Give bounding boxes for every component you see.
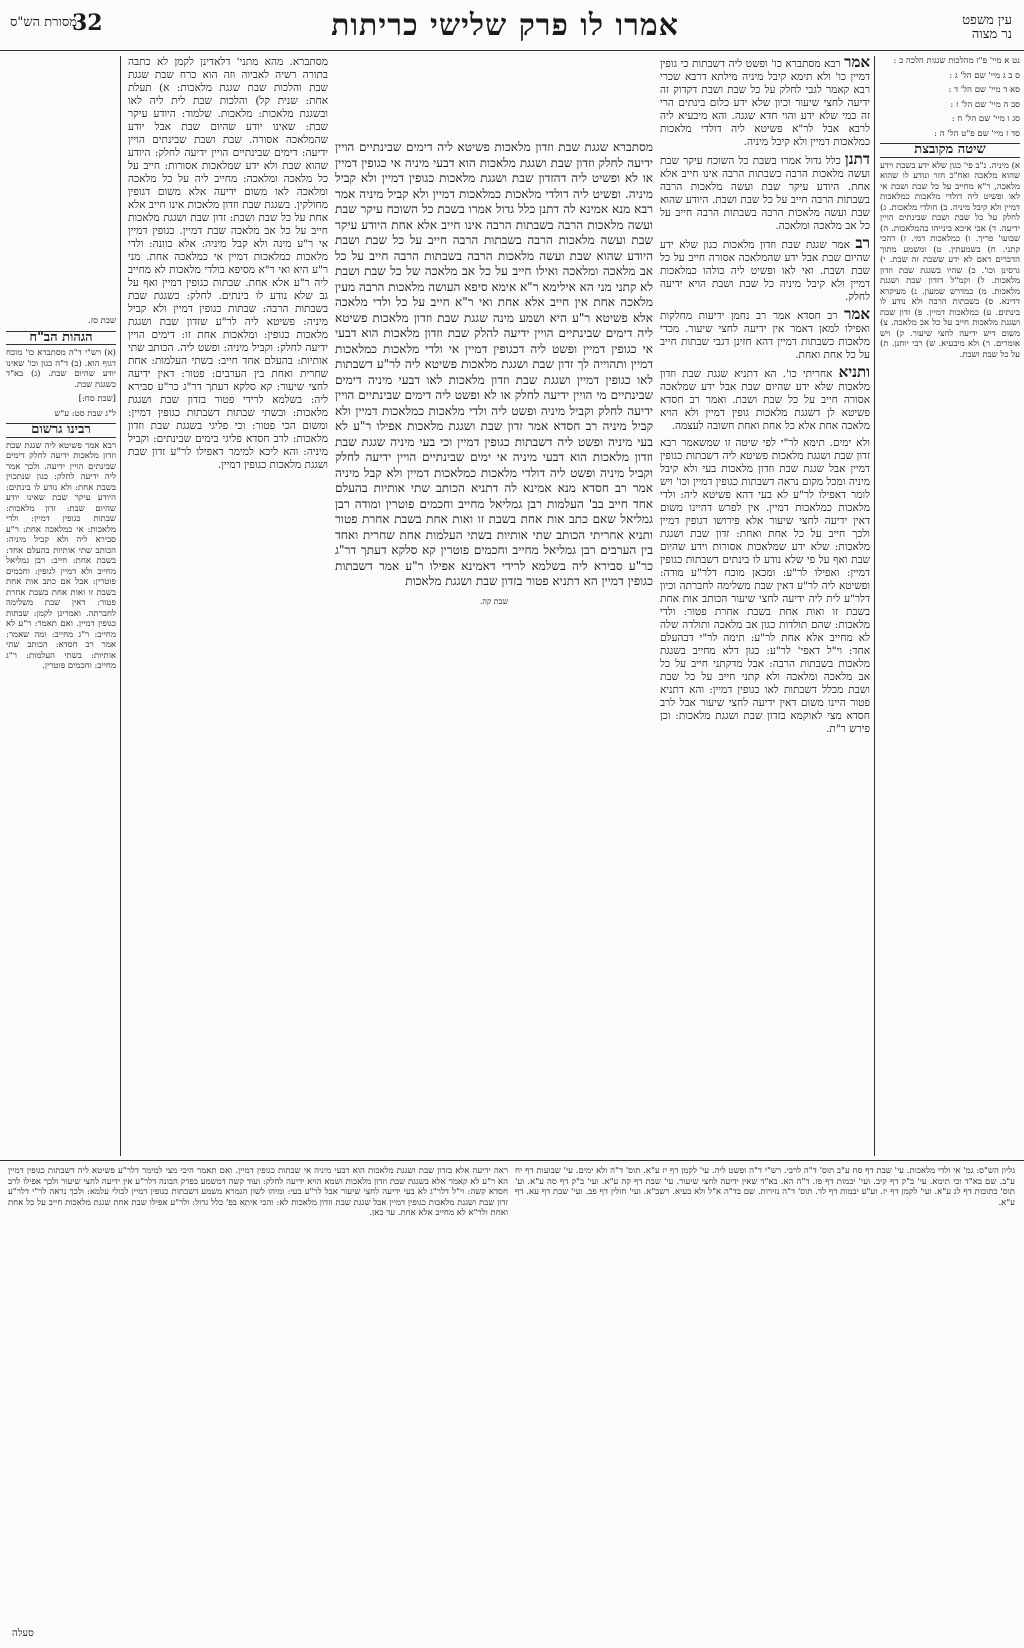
masoret-ref: [שבת סח:]: [78, 394, 116, 404]
masoret-column: [6, 56, 116, 1156]
commentary-right-column: [660, 56, 870, 1156]
rashi-text: מסתברא. מהא מתני' דלאדינן לקמן לא כתבה בתורה רשיה לאביוה וזה הוא כרח שבת שגגת שבת והלכות שבת שגגת מלאכות: א) תעלת אחת: שנית קל) והלכות שבת לית ליה לאו ובשגגת מלאכות: מלאכות. שלמוד: היודע עיקר שבת: שאינו יודע שהיום שבת אבל יודע שהמלאכה אסורה. שבת ושבת שבינתים הויין ידיעה: דימים שבינתיים הויין ידיעה לחלק: היודע שהוא שבת ולא ידע שמלאכות אסורות: חייב על כל מלאכה ומלאכה: מחייב ליה על כל מלאכה ומלאכה לאו משום ידיעה אלא משום דגופין מחולקין. בשגגת שבת וזדון מלאכות אינו חייב אלא אחת על כל שבת ושבת: זדון שבת ושגגת מלאכות חייב על כל אב מלאכה שבת דמיין. כגופין דמיין אי ר"ע מינה ולא קבל מיניה: אלא כוונה: ולדי מלאכות כמלאכות דמיין אי כמלאכה אחת. מני ר"ע היא ואי ר"א מסיפא בולדי מלאכות לא מחייב ליה ר"ע אלא אחת. שבתות כגופין דמיין ואף על גב שלא נודע לו בינתים. לחלק: כשגגת שבת בשבתות הרבה: שבתות כגופין דמיין ולא קביל מיניה: פשיטא ליה לר"ע שזדון שבת ושגגת מלאכות כגופין: ומלאכות אחת זו: דימים הויין ידיעה לחלק: וקביל מיניה: ופשט ליה. הכותב שתי אותיות: בהעלם אחד חייב: בשתי העלמות: אחת שחרית ואחת בין הערבים: פטור: דאין ידיעה לחצי שיעור: קא סלקא דעתך דר"ג כר"ע סבירא ליה: בשלמא לרידי פטור בזדון שבת ושגגת מלאכות: ובשתי שבתות דשבתות כגופין דמיין: ומשום הכי פטור: וכי פליגי בשגגת שבת וזדון מלאכות: לרב חסדא פליגי בימים שבינתים: וקביל מיניה: והא ליכא למימר דאפילו לר"ע זדון שבת ושגגת מלאכות כגופין דמיין.: [128, 56, 328, 471]
ein-mishpat-header: עין משפט נר מצוה: [962, 13, 1012, 42]
page-title: אמרו לו פרק שלישי כריתות: [331, 8, 679, 43]
masoret-ref: ל"ג שבת סט: ע"ש: [54, 408, 116, 419]
footer-left-text: ראה ידיעה אלא בזדון שבת ושגגת מלאכות הוא דבעי מיניה אי שבתות כגופין דמיין. ואם תאמר היכי מצי למימר דלר"ע פשיטא ליה דשבתות כגופין דמיין הא ר"ע לא קאמר אלא בשגגת שבת וזדון מלאכות ושמא הויא ידיעה לחלק: ועוד קשה דמשמע בפרק הבונה דלר"ע אין ידיעה לחצי שיעור ולכך אפילו לרב חסדא קשה: וי"ל דלר"ג לא בעי ידיעה לחצי שיעור אבל לר"ע בעי: ומיהו לשון הגמרא משמע דשבתות כגופין דמיין לכולי עלמא: ולכך נראה לר"י דלר"ע זדון שבת ושגגת מלאכות כגופין דמיין אבל שגגת שבת וזדון מלאכות לא: והכי איתא בפ' כלל גדול: ולר"ע אפילו שבת אחת שגגת מלאכות חייב על כל אחת ואחת ולר"א לא מחייב אלא אחת. עד כאן.: [8, 1166, 508, 1218]
gemara-main-column: [335, 140, 653, 1150]
gemara-main-text: מסתברא שגגת שבת וזדון מלאכות פשיטא ליה דימים שבינתיים הויין ידיעה לחלק וזדון שבת ושגגת מלאכות הוא דבעי מיניה אי כגופין דמיין או לא ופשיט ליה דהזדון שבת ושגגת מלאכות כגופין דמיין ולא קביל מיניה. ופשיט ליה דולדי מלאכות כמלאכות דמיין ולא קביל מיניה אמר רבא מנא אמינא לה דתנן כלל גדול אמרו בשבת כל השוכח עיקר שבת ועשה מלאכות הרבה בשבתות הרבה אינו חייב אלא אחת היודע עיקר שבת ועשה מלאכות הרבה בשבתות הרבה חייב על כל שבת ושבת היודע שהוא שבת ועשה מלאכות הרבה בשבתות הרבה חייב על כל אב מלאכה ומלאכה ואילו חייב על כל אב מלאכה של כל שבת ושבת לא קתני מני הא אילימא ר"א אימא סיפא העושה מלאכות הרבה מעין מלאכה אחת אין חייב אלא אחת ואי ר"א חייב על כל ולדי מלאכה אלא פשיטא ר"ע היא ושמע מינה שגגת שבת וזדון מלאכות פשיטא ליה דימים שבינתיים הויין ידיעה להלק שבת וזדון מלאכות הוא דבעי אי כגופין דמיין ופשט ליה דכגופין דמיין אי ולדי מלאכות כמלאכות דמיין ותהוייה לך זדון שבת ושגגת מלאכות פשיטא ליה לר"ע דשבתות לאו כגופין דמיין ושגגת שבת וזדון מלאכות לאו דבעי מיניה דימים שבינתיים מי הויין ידיעה לחלק או לא ופשט ליה דימים שבינתיים הויין ידיעה לחלק וקביל מיניה ופשט ליה ולדי מלאכות כמלאכות דמיין ולא קביל מיניה רב חסדא אמר זדון שבת ושגגת מלאכות אפילו ר"ע לא בעי מיניה ופשט ליה דשבתות כגופין דמיין וכי בעי מיניה שגגת שבת וזדון מלאכות הוא דבעי מיניה אי ימים שבינתיים הויין ידיעה לחלק וקביל מיניה ופשט ליה דולדי מלאכות כמלאכות דמיין ולא קבל מיניה אמר רב חסדא מנא אמינא לה דתניא הכותב שתי אותיות בהעלם אחד חייב בב' העלמות רבן גמליאל מחייב וחכמים פוטרין ומודה רבן גמליאל שאם כתב אות אחת בשבת זו ואות אחת בשבת אחרת פטור ותניא אחריתי הכותב שתי אותיות בשתי העלמות אחת שחרית ואחד בין הערבים רבן גמליאל מחייב וחכמים פוטרין קא סלקא דעתך דר"ג כר"ע סבירא ליה בשלמא לרידי דאמינא אפילו ר"ע אמר דשבתות כגופין דמיין הא דתניא פטור בזדון שבת ושגגת מלאכות: [335, 140, 653, 588]
hagahot-heading: הגהות הב"ח: [6, 331, 116, 346]
amar-word: אמר: [844, 305, 870, 323]
tania-block: [660, 363, 870, 433]
header-rule: [0, 50, 1024, 51]
footer-left-column: [8, 1166, 508, 1621]
tania-text: אחריתי כו'. הא דתניא שגגת שבת וזדון מלאכות שלא ידע שהיום שבת אבל ידע שמלאכה אסורה חייב על כל שבת ושבת. ואמר רב חסדא פשיטא לן דשגגת מלאכות גופין דמיין ולא הויא מלאכה אחת אלא כל אחת ואחת חשובה לעצמה.: [660, 368, 870, 432]
mishna-word: דתנן: [844, 150, 870, 168]
rashi-column: [128, 56, 328, 1156]
masoret-ref: שבת סז.: [88, 316, 116, 326]
shita-heading: שיטה מקובצת: [880, 143, 1020, 158]
mishna-block: [660, 150, 870, 233]
rabbenu-text: רבא אמר פשיטא ליה שגגת שבת וזדון מלאכות ידיעה לחלק דימים שבינתים הויין ידיעה. ולכך אמר ליה ידיעה לחלק: כגון שנתכוין בשבת אחת: ולא נודע לו בינתים: היודע עיקר שבת שאינו יודע שהיום שבת: זדון מלאכות: שבתות כגופין דמיין: ולדי מלאכות: אי כמלאכה אחת: ר"ע סבירא ליה ולא קביל מיניה: הכותב שתי אותיות בהעלם אחד: בשבת אחת: חייב: רבן גמליאל מחייב ולא דמיין לגופין: וחכמים פוטרין: אבל אם כתב אות אחת בשבת זו ואות אחת בשבת אחרת פטור: דאין שבת משלימה לחברתה. ואמרינן לקמן: שבתות כגופין דמיין. ואם תאמר: ר"ע לא מחייב: ר"ג מחייב: ומה שאמר: אמר רב חסדא: הכותב שתי אותיות: בשתי העלמות: ר"ג מחייב: וחכמים פוטרין.: [6, 440, 116, 671]
opening-text: רבא מסתברא כו' ופשט ליה דשבתות כי גופין דמיין כו' ולא תימא קיבל מיניה מילתא דרבא שכרי רבא קאמר לגבי לחלק על כל שבת ושבת דקדוק זה ידיעה לחצי שיעור וכיון שלא ידע כלום בינתים הרי זה כמי שלא ידע והוי חדא שגגה. והא מיבעיא ליה לרבא אבל לר"א פשיטא ליה דולדי מלאכות כמלאכות דמיין ולא קיבל מיניה.: [660, 58, 870, 148]
ein-mishpat-entry: סב ה מיי' שם הל' ז :: [950, 99, 1020, 110]
amar-block: [660, 305, 870, 362]
rabbenu-heading: רבינו גרשום: [6, 423, 116, 438]
rav-word: רב: [855, 234, 870, 252]
rav-block: [660, 234, 870, 304]
gemara-bottom-note: שבת קה.: [479, 596, 509, 606]
amar-text: רב חסדא אמר רב נחמן ידיעות מחלקות ואפילו למאן דאמר אין ידיעה לחצי שיעור. מכדי מלאכות כשבתות דמיין דהא חזינן דגבי שבתות חייב על כל אחת ואחת.: [660, 310, 870, 361]
hagahot-text: (א) רש"י ד"ה מסתברא כו' מוכח דגוף הוא. (ב) ד"ה כגון וכו' שאינו יודע שהיום שבת. (ג) בא"ד כשגגת שבת.: [6, 348, 116, 390]
ein-mishpat-column: [880, 56, 1020, 1156]
tosafot-text: ולא ימים. תימא לר"י לפי שיטה זו שמשאמר רבא זדון שבת ושגגת מלאכות פשיטא ליה דשבתות כגופין דמיין אבל שגגת שבת וזדון מלאכות בעי ולא קיבל מיניה ומכל מקום נראה דשבתות כגופין דמיין וכו' ויש לומר דאפילו לר"ע לא בעי דהא פשיטא ליה: ולדי מלאכות כמלאכות דמיין. אין לפרש דהיינו משום דאין ידיעה לחצי שיעור אלא פירושו דגופין דמיין ולכך חייב על כל אחת ואחת: זדון שבת ושגגת מלאכות: שלא ידע שמלאכות אסורות וידע שהיום שבת ואף על פי שלא נודע לו בינתים דשבתות כגופין דמיין: ואפילו לר"ע: ומכאן מוכח דלר"ע מודה: ופשיטא ליה לר"ע דאין שבת משלימה לחברתה וכיון דלר"ע לית ליה ידיעה לחצי שיעור הכותב אות אחת בשבת זו ואות אחת בשבת אחרת פטור: ולדי מלאכות: שהם תולדות כגון אב מלאכה ותולדה שלה לא מחייב אלא אחת לר"ע: תימה לר"י דבהעלם אחד: וי"ל דאפי' לר"ע: כגון דלא מחייב בשגגת מלאכות בשבתות הרבה: אבל מדקתני חייב על כל אב מלאכה ומלאכה ולא קתני חייב על כל שבת ושבת מכלל דשבתות לאו כגופין דמיין: והא דתניא פטור היינו משום דאין ידיעה לחצי שיעור אבל לרב חסדא מצי לאוקמא בזדון שבת ושגגת מלאכות: וכן פירש ר"ת.: [660, 437, 870, 735]
page-number: 32: [72, 10, 103, 36]
ein-mishpat-entry: ס ב ג מיי' שם הל' ג :: [949, 70, 1020, 81]
opening-word: אמר: [844, 56, 870, 71]
mishna-text: כלל גדול אמרו בשבת כל השוכח עיקר שבת ועשה מלאכות הרבה בשבתות הרבה אינו חייב אלא אחת. היודע עיקר שבת ועשה מלאכות הרבה בשבתות הרבה חייב על כל שבת ושבת. היודע שהוא שבת ועשה מלאכות הרבה בשבתות הרבה חייב על כל אב מלאכה ומלאכה.: [660, 155, 870, 232]
ein-mishpat-entry: סג ו מיי' שם הל' ח :: [951, 114, 1020, 124]
catchword: סעלה: [12, 1628, 34, 1639]
footer-right-column: [515, 1166, 1015, 1636]
ein-mishpat-entry: סד ז מיי' שם פ"ט הל' ה :: [934, 128, 1020, 139]
footer-right-text: גליון הש"ס: גמ' אי ולדי מלאכות. עי' שבת דף סח ע"ב תוס' ד"ה לרבי. רש"י ד"ה ופשט ליה. עי' לקמן דף יז ע"א. תוס' ד"ה ולא ימים. עי' שבועות דף יח ע"ב. שם בא"ד וכי תימא. עי' ב"ק דף קיב. ועי' יבמות דף פז. ד"ה הא. בא"ד שאין ידיעה לחצי שיעור. עי' שבת דף קה ע"א. ועי' ב"ק דף סה ע"א. וע' תוס' כתובות דף לג ע"א. ועי' לקמן דף יז. וע"ע יבמות דף לד. תוס' ד"ה נזירות. שם בד"ה א"ל ולא בעיא. רשב"א. ועי' חולין דף פב. ועי' שבת דף עא. דף ע"א.: [515, 1166, 1015, 1208]
ein-mishpat-entry: נט א מיי' פ"ז מהלכות שגגות הלכה ב :: [893, 56, 1020, 66]
tania-word: ותניא: [838, 363, 870, 381]
ein-mishpat-list: [880, 56, 1020, 139]
shita-text: א) מיניה. נ"ב פי' כגון שלא ידע בשבת וידע שהוא מלאכה ואח"כ חזר ונודע לו שהוא מלאכה, ר"א מחייב על כל שבת ושבת אי לאו ופשיט ליה דולדי מלאכות כמלאכות דמיין ולא קיבל מיניה. ב) חולדי מלאכות. ג) לחלק על כל שבת ושבת שבינתים הויין ידיעה. ד) אבי איכא בינייהו בהמלאכות. ה) שבועו' פריך. ו) כמלאכות דמי. ז) דהכי קתני. ח) בשמעתין. ט) ומשמע מתוך הדברים דאם לא ידע ששבת זה שבת. י) גרסינן וכו'. כ) שהיו בשגגת שבת וזדון מלאכות. ל) וקמ"ל דזדון שבת ושגגת מלאכות. מ) כמדרש שמעון. נ) מעיקרא דדינא. ס) בשבתות הרבה ולא נודע לו בינתים. ע) כמלאכות דמיין. פ) זדון שבת ושגגת מלאכות חייב על כל אב מלאכה. צ) משום דיש ידיעה לחצי שיעור. ק) ויש אומרים. ר) ולא מיבעיא. ש) רבי יוחנן. ת) על כל שבת ושבת.: [880, 160, 1020, 360]
footer-rule: [0, 1160, 1024, 1161]
ein-mishpat-entry: סא ד מיי' שם הל' ד :: [948, 85, 1020, 95]
column-rule: [120, 56, 121, 1156]
page-header: [0, 8, 1024, 48]
column-rule: [874, 56, 875, 1156]
gemara-opening: [660, 56, 870, 149]
masoret-header: מסורת הש"ס: [10, 15, 77, 30]
rav-text: אמר שגגת שבת וזדון מלאכות כגון שלא ידע שהיום שבת אבל ידע שהמלאכה אסורה חייב על כל שבת ושבת. ואי לאו ופשיט ליה כולהו כמלאכות דמיין ולא קיבל מיניה כל שבת ושבת הויא ידיעה לחלק.: [660, 239, 870, 303]
